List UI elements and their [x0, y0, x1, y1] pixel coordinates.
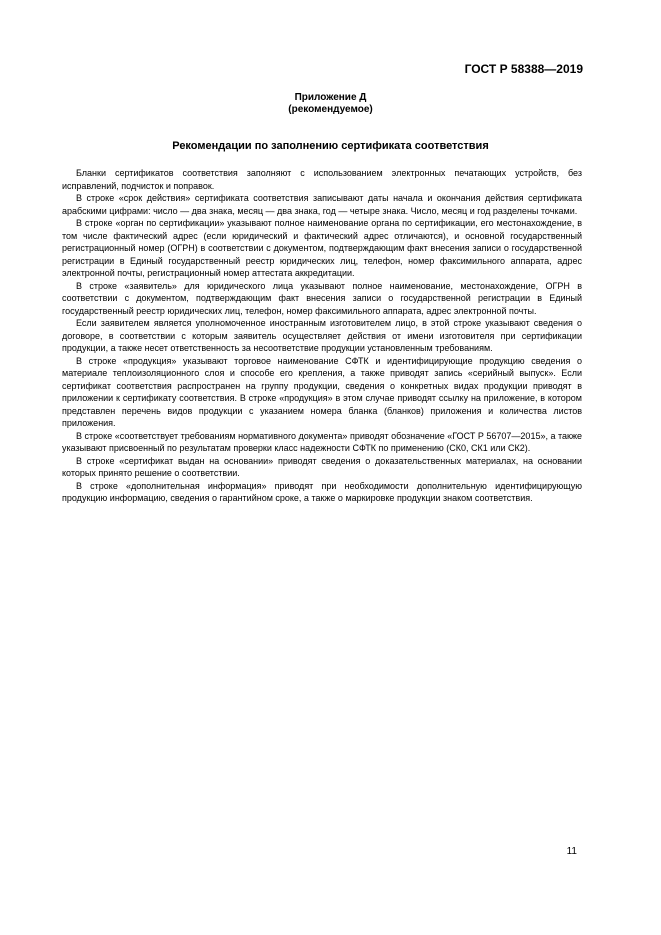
paragraph: В строке «дополнительная информация» приводят при необходимости дополнительную идентифицирующую продукцию информацию, сведения о гарантийном сроке, а также о маркировке продукции знаком соответствия. [62, 480, 582, 503]
paragraph: В строке «соответствует требованиям нормативного документа» приводят обозначение «ГОСТ Р 56707—2015», а также указывают присвоенный по результатам проверки класс надежности СФТК по применению (СК0, СК1 или СК2). [62, 430, 582, 453]
document-title: Рекомендации по заполнению сертификата соответствия [172, 140, 489, 152]
appendix-title: Приложение Д [294, 92, 367, 103]
document-body [62, 167, 582, 505]
appendix-heading [0, 92, 661, 116]
paragraph: В строке «продукция» указывают торговое наименование СФТК и идентифицирующие продукцию сведения о материале теплоизоляционного слоя и способе его крепления, а также приводят запись «серийный выпуск». Если сертификат соответствия распространен на группу продукции, сведения о конкретных видах продукции приводят в приложении к сертификату соответствия. В строке «продукция» в этом случае приводят ссылку на приложение, в котором представлен перечень видов продукции с указанием номера бланка (бланков) приложения и количества листов приложения. [62, 355, 582, 428]
paragraph: В строке «орган по сертификации» указывают полное наименование органа по сертификации, его местонахождение, в том числе фактический адрес (если юридический и фактический адрес отличаются), и основной государственный регистрационный номер (ОГРН) в соответствии с документом, подтверждающим факт внесения записи о государственной регистрации в Единый государственный реестр юридических лиц, телефон, номер факсимильного аппарата, адрес электронной почты, регистрационный номер аттестата аккредитации. [62, 218, 582, 278]
paragraph: Если заявителем является уполномоченное иностранным изготовителем лицо, в этой строке указывают сведения о договоре, в соответствии с которым заявитель осуществляет действия от имени изготовителя при сертификации продукции, а также несет ответственность за несоответствие продукции установленным требованиям. [62, 318, 582, 353]
paragraph: В строке «заявитель» для юридического лица указывают полное наименование, местонахождение, ОГРН в соответствии с документом, подтверждающим факт внесения записи о государственной регистрации в Единый государственный реестр юридических лиц, телефон, номер факсимильного аппарата, адрес электронной почты. [62, 280, 582, 316]
appendix-subtitle: (рекомендуемое) [288, 104, 373, 115]
paragraph: Бланки сертификатов соответствия заполняют с использованием электронных печатающих устройств, без исправлений, подчисток и поправок. [62, 168, 582, 191]
paragraph: В строке «сертификат выдан на основании» приводят сведения о доказательственных материалах, на основании которых принято решение о соответствии. [62, 455, 582, 478]
standard-code: ГОСТ Р 58388—2019 [464, 62, 583, 76]
page-number: 11 [566, 846, 577, 857]
paragraph: В строке «срок действия» сертификата соответствия записывают даты начала и окончания действия сертификата арабскими цифрами: число — два знака, месяц — два знака, год — четыре знака. Число, месяц и год разделены точками. [62, 193, 582, 216]
